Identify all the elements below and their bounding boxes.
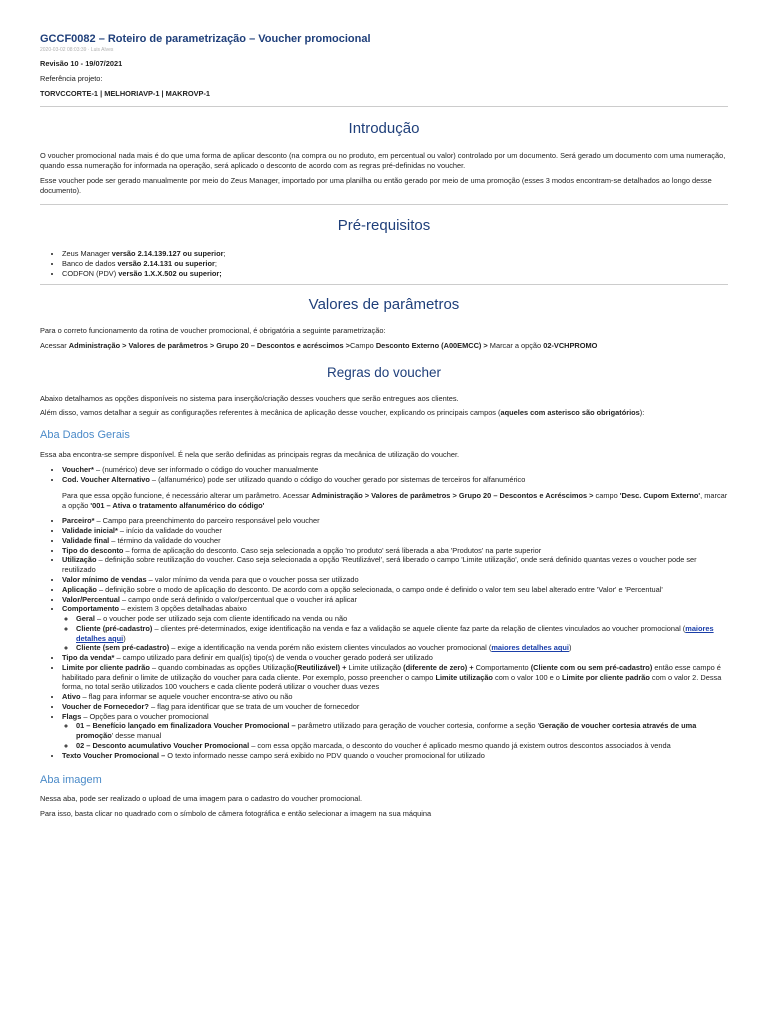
intro-heading: Introdução [348, 120, 420, 138]
list-item: • Voucher de Fornecedor? – flag para identificar que se trata de um voucher de fornecedor [62, 702, 728, 712]
flags-sublist [62, 721, 728, 750]
list-item: • Flags – Opções para o voucher promocional ◦ 01 – Benefício lançado em finalizadora Voucher Promocional – parâmetro utilizado para geração de voucher cortesia, conforme a seção 'Geração de voucher cortesia através de uma promoção' desse manual ◦ 02 – Desconto acumulativo Voucher Promocional – com essa opção marcada, o desconto do voucher é aplicado mesmo quando já existem outros descontos associados à venda [62, 712, 728, 751]
list-item: • Validade final – término da validade do voucher [62, 536, 728, 546]
divider [40, 106, 728, 107]
list-item: ◦ 02 – Desconto acumulativo Voucher Promocional – com essa opção marcada, o desconto do voucher é aplicado mesmo quando já existem outros descontos associados à venda [76, 741, 728, 751]
list-item: • Aplicação – definição sobre o modo de aplicação do desconto. De acordo com a opção selecionada, o campo onde é definido o valor tem seu label alterado entre 'Valor' e 'Percentual' [62, 585, 728, 595]
rules-heading: Regras do voucher [326, 364, 442, 380]
list-item: • Valor/Percentual – campo onde será definido o valor/percentual que o voucher irá aplicar [62, 595, 728, 605]
dados-gerais-intro: Essa aba encontra-se sempre disponível. É nela que serão definidas as principais regras da mecânica de utilização do voucher. [40, 449, 460, 459]
list-item: • Valor mínimo de vendas – valor mínimo da venda para que o voucher possa ser utilizado [62, 575, 728, 585]
list-item: • CODFON (PDV) versão 1.X.X.502 ou superior; [62, 269, 728, 279]
params-paragraph-1: Para o correto funcionamento da rotina de voucher promocional, é obrigatória a seguinte parametrização: [40, 326, 386, 336]
list-item: • Banco de dados versão 2.14.131 ou superior; [62, 259, 728, 269]
more-details-link[interactable]: maiores detalhes aqui [76, 623, 714, 643]
prereq-heading: Pré-requisitos [337, 217, 431, 235]
list-item: • Tipo do desconto – forma de aplicação do desconto. Caso seja selecionada a opção 'no produto' será liberada a aba 'Produtos' na parte superior [62, 546, 728, 556]
list-item: ◦ Cliente (sem pré-cadastro) – exige a identificação na venda porém não existem clientes vinculados ao voucher promocional (maiores detalhes aqui) [76, 643, 728, 653]
rules-paragraph-2: Além disso, vamos detalhar a seguir as configurações referentes à mecânica de aplicação desse voucher, explicando os principais campos (aqueles com asterisco são obrigatórios): [40, 408, 645, 418]
fields-list-2 [40, 516, 728, 760]
document-meta: 2020-03-02 08:03:39 · Luis Alves [40, 46, 114, 53]
list-item: • Tipo da venda* – campo utilizado para definir em qual(is) tipo(s) de venda o voucher gerado poderá ser utilizado [62, 653, 728, 663]
intro-paragraph-1: O voucher promocional nada mais é do que uma forma de aplicar desconto (na compra ou no produto, em percentual ou valor) controlado por um documento. Será gerado um documento com uma numeração, quando essa numeração for informada na operação, será aplicado o desconto de acordo com as regras pré-definidas no voucher. [40, 151, 726, 170]
imagem-paragraph-1: Nessa aba, pode ser realizado o upload de uma imagem para o cadastro do voucher promocional. [40, 794, 363, 804]
list-item: • Ativo – flag para informar se aquele voucher encontra-se ativo ou não [62, 692, 728, 702]
prereq-list [40, 249, 728, 278]
list-item: ◦ 01 – Benefício lançado em finalizadora Voucher Promocional – parâmetro utilizado para geração de voucher cortesia, conforme a seção 'Geração de voucher cortesia através de uma promoção' desse manual [76, 721, 728, 741]
rules-paragraph-1: Abaixo detalhamos as opções disponíveis no sistema para inserção/criação desses vouchers que serão entregues aos clientes. [40, 393, 459, 403]
imagem-paragraph-2: Para isso, basta clicar no quadrado com o símbolo de câmera fotográfica e então selecionar a imagem na sua máquina [40, 808, 432, 818]
fields-list-1 [40, 465, 728, 485]
divider [40, 284, 728, 285]
more-details-link[interactable]: maiores detalhes aqui [491, 643, 569, 653]
alternative-code-note: Para que essa opção funcione, é necessário alterar um parâmetro. Acessar Administração > Valores de parâmetros > Grupo 20 – Descontos e Acréscimos > campo 'Desc. Cupom Externo', marcar a opção '001 – Ativa o tratamento alfanumérico do código' [62, 490, 728, 510]
list-item: ◦ Geral – o voucher pode ser utilizado seja com cliente identificado na venda ou não [76, 614, 728, 624]
params-heading: Valores de parâmetros [308, 296, 460, 314]
intro-paragraph-2: Esse voucher pode ser gerado manualmente por meio do Zeus Manager, importado por uma planilha ou então gerado por meio de uma promoção (esses 3 modos encontram-se detalhados ao longo desse documento). [40, 175, 712, 195]
list-item: • Utilização – definição sobre reutilização do voucher. Caso seja selecionada a opção 'Reutilizável', será liberado o campo 'Limite utilização', onde será definido quantas vezes o voucher pode ser reutilizado [62, 555, 728, 575]
list-item: • Cod. Voucher Alternativo – (alfanumérico) pode ser utilizado quando o código do voucher gerado por sistemas de terceiros for alfanumérico [62, 475, 728, 485]
params-paragraph-2: Acessar Administração > Valores de parâmetros > Grupo 20 – Descontos e acréscimos >Campo Desconto Externo (A00EMCC) > Marcar a opção 02-VCHPROMO [40, 340, 598, 350]
list-item: • Limite por cliente padrão – quando combinadas as opções Utilização(Reutilizável) + Limite utilização (diferente de zero) + Comportamento (Cliente com ou sem pré-cadastro) então esse campo é habilitado para definir o limite de utilização do voucher para cada cliente. Por exemplo, posso preencher o campo Limite utilização com o valor 100 e o Limite por cliente padrão com o valor 2. Dessa forma, no total serão utilizados 100 vouchers e cada cliente poderá utilizar o voucher duas vezes [62, 663, 728, 692]
revision: Revisão 10 - 19/07/2021 [40, 59, 123, 69]
imagem-heading: Aba imagem [40, 773, 102, 786]
list-item: • Zeus Manager versão 2.14.139.127 ou superior; [62, 249, 728, 259]
list-item: • Texto Voucher Promocional – O texto informado nesse campo será exibido no PDV quando o voucher promocional for utilizado [62, 751, 728, 761]
list-item: • Validade inicial* – início da validade do voucher [62, 526, 728, 536]
document-title: GCCF0082 – Roteiro de parametrização – Voucher promocional [40, 33, 371, 45]
dados-gerais-heading: Aba Dados Gerais [40, 429, 130, 442]
divider [40, 204, 728, 205]
project-reference-value: TORVCCORTE-1 | MELHORIAVP-1 | MAKROVP-1 [40, 88, 211, 98]
list-item: • Voucher* – (numérico) deve ser informado o código do voucher manualmente [62, 465, 728, 475]
list-item: • Parceiro* – Campo para preenchimento do parceiro responsável pelo voucher [62, 516, 728, 526]
list-item: • Comportamento – existem 3 opções detalhadas abaixo ◦ Geral – o voucher pode ser utilizado seja com cliente identificado na venda ou não ◦ Cliente (pré-cadastro) – clientes pré-determinados, exige identificação na venda e faz a validação se aquele cliente faz parte da relação de clientes vinculados ao voucher promocional (maiores detalhes aqui) ◦ Cliente (sem pré-cadastro) – exige a identificação na venda porém não existem clientes vinculados ao voucher promocional (maiores detalhes aqui) [62, 604, 728, 653]
list-item: ◦ Cliente (pré-cadastro) – clientes pré-determinados, exige identificação na venda e faz a validação se aquele cliente faz parte da relação de clientes vinculados ao voucher promocional (maiores detalhes aqui) [76, 624, 728, 644]
behaviour-sublist [62, 614, 728, 653]
project-reference-label: Referência projeto: [40, 73, 103, 83]
